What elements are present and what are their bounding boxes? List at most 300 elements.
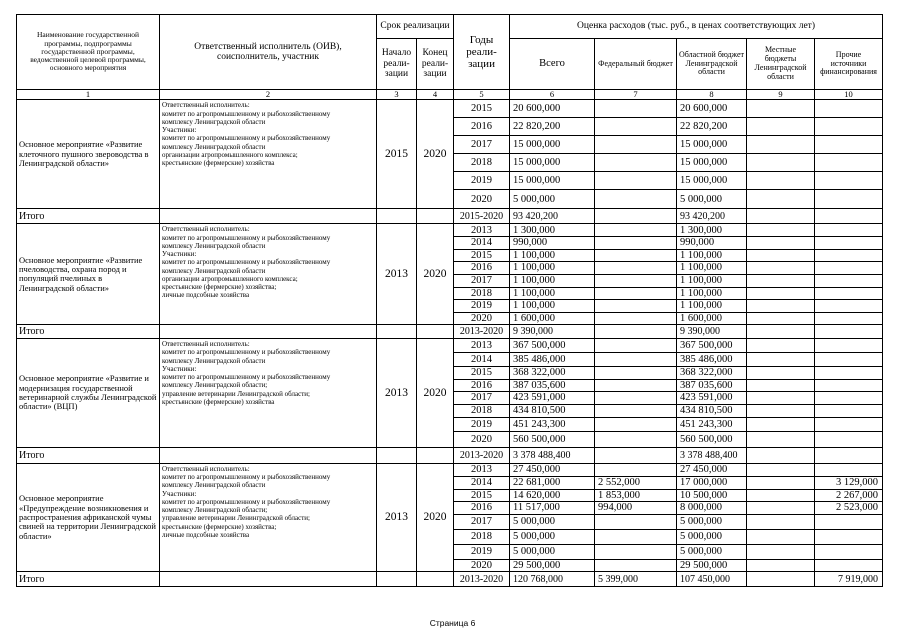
total-cell: 20 600,000 <box>510 100 595 118</box>
table-row <box>17 100 883 118</box>
executor-cell <box>160 224 377 325</box>
other-cell <box>815 237 883 250</box>
federal-cell <box>595 392 677 405</box>
federal-cell <box>595 274 677 287</box>
activity-name: Основное мероприятие «Развитие и модернизация государственной ветеринарной службы Ленинградской области» (ВЦП) <box>17 339 160 448</box>
year-cell: 2020 <box>454 312 510 325</box>
year-cell: 2015 <box>454 100 510 118</box>
other-cell <box>815 379 883 392</box>
federal-cell <box>595 404 677 417</box>
year-cell: 2017 <box>454 392 510 405</box>
total-cell: 5 000,000 <box>510 529 595 544</box>
regional-cell: 1 300,000 <box>677 224 747 237</box>
total-cell: 15 000,000 <box>510 136 595 154</box>
other-cell <box>815 559 883 572</box>
activity-name: Основное мероприятие «Развитие пчеловодства, охрана пород и популяций пчелиных в Ленинградской области» <box>17 224 160 325</box>
executor-line: комплексу Ленинградской области; <box>162 381 268 390</box>
federal-cell <box>595 249 677 262</box>
total-cell: 1 100,000 <box>510 287 595 300</box>
federal-cell <box>595 262 677 275</box>
column-number: 9 <box>747 90 815 100</box>
regional-cell: 20 600,000 <box>677 100 747 118</box>
local-cell <box>747 118 815 136</box>
other-cell <box>815 224 883 237</box>
total-local-cell <box>747 447 815 463</box>
other-cell <box>815 514 883 529</box>
page-number: Страница 6 <box>429 618 476 628</box>
executor-line: личные подсобные хозяйства <box>162 530 250 539</box>
federal-cell <box>595 529 677 544</box>
activity-name: Основное мероприятие «Развитие клеточного пушного звероводства в Ленинградской области» <box>17 100 160 209</box>
year-cell: 2014 <box>454 237 510 250</box>
total-cell: 15 000,000 <box>510 154 595 172</box>
regional-cell: 387 035,600 <box>677 379 747 392</box>
other-cell <box>815 274 883 287</box>
local-cell <box>747 559 815 572</box>
total-empty <box>377 572 417 587</box>
total-years: 2013-2020 <box>454 325 510 339</box>
executor-line: Ответственный исполнитель: <box>162 101 250 110</box>
total-empty <box>417 325 454 339</box>
federal-cell <box>595 300 677 313</box>
local-cell <box>747 392 815 405</box>
executor-line: комитет по агропромышленному и рыбохозяйственному <box>162 348 331 357</box>
executor-line: Ответственный исполнитель: <box>162 340 250 349</box>
local-cell <box>747 237 815 250</box>
other-cell <box>815 262 883 275</box>
total-cell: 990,000 <box>510 237 595 250</box>
document-page <box>16 14 882 587</box>
executor-line: Участники: <box>162 489 197 498</box>
local-cell <box>747 476 815 489</box>
executor-line: комплексу Ленинградской области <box>162 142 266 151</box>
column-number: 8 <box>677 90 747 100</box>
total-row <box>17 447 883 463</box>
executor-line: крестьянские (фермерские) хозяйства; <box>162 283 277 292</box>
other-cell <box>815 353 883 367</box>
total-federal-cell <box>595 447 677 463</box>
total-local-cell <box>747 325 815 339</box>
executor-cell <box>160 463 377 572</box>
executor-line: комитет по агропромышленному и рыбохозяйственному <box>162 233 331 242</box>
regional-cell: 5 000,000 <box>677 544 747 559</box>
federal-cell <box>595 190 677 209</box>
local-cell <box>747 249 815 262</box>
column-number: 3 <box>377 90 417 100</box>
total-regional-cell: 93 420,200 <box>677 209 747 224</box>
column-number: 1 <box>17 90 160 100</box>
total-cell: 29 500,000 <box>510 559 595 572</box>
federal-cell <box>595 417 677 431</box>
regional-cell: 17 000,000 <box>677 476 747 489</box>
header-costs: Оценка расходов (тыс. руб., в ценах соответствующих лет) <box>510 15 883 39</box>
federal-cell <box>595 463 677 476</box>
executor-line: комплексу Ленинградской области <box>162 356 266 365</box>
column-number: 10 <box>815 90 883 100</box>
federal-cell: 2 552,000 <box>595 476 677 489</box>
other-cell <box>815 529 883 544</box>
header-start: Начало реали-зации <box>377 39 417 90</box>
total-cell: 387 035,600 <box>510 379 595 392</box>
total-federal-cell <box>595 325 677 339</box>
executor-line: организации агропромышленного комплекса; <box>162 274 298 283</box>
total-label: Итого <box>17 447 160 463</box>
executor-line: комитет по агропромышленному и рыбохозяйственному <box>162 109 331 118</box>
local-cell <box>747 463 815 476</box>
total-cell: 5 000,000 <box>510 514 595 529</box>
federal-cell <box>595 514 677 529</box>
total-cell: 368 322,000 <box>510 367 595 380</box>
executor-line: комплексу Ленинградской области <box>162 481 266 490</box>
local-cell <box>747 431 815 447</box>
total-row <box>17 209 883 224</box>
executor-line: комплексу Ленинградской области <box>162 241 266 250</box>
local-cell <box>747 287 815 300</box>
total-empty <box>160 447 377 463</box>
year-cell: 2019 <box>454 300 510 313</box>
header-total: Всего <box>510 39 595 90</box>
federal-cell <box>595 367 677 380</box>
year-cell: 2013 <box>454 463 510 476</box>
regional-cell: 5 000,000 <box>677 190 747 209</box>
federal-cell <box>595 154 677 172</box>
federal-cell <box>595 544 677 559</box>
year-cell: 2015 <box>454 249 510 262</box>
other-cell <box>815 431 883 447</box>
local-cell <box>747 136 815 154</box>
local-cell <box>747 514 815 529</box>
local-cell <box>747 190 815 209</box>
other-cell <box>815 392 883 405</box>
total-cell: 1 100,000 <box>510 274 595 287</box>
executor-line: управление ветеринарии Ленинградской области; <box>162 514 310 523</box>
regional-cell: 15 000,000 <box>677 172 747 190</box>
executor-line: управление ветеринарии Ленинградской области; <box>162 389 310 398</box>
local-cell <box>747 417 815 431</box>
total-empty <box>160 209 377 224</box>
start-year: 2015 <box>377 100 417 209</box>
header-program-name: Наименование государственной программы, подпрограммы государственной программы, ведомственной целевой программы, основного мероприятия <box>17 15 160 90</box>
total-empty <box>417 447 454 463</box>
year-cell: 2017 <box>454 514 510 529</box>
other-cell: 2 523,000 <box>815 502 883 515</box>
column-number: 6 <box>510 90 595 100</box>
regional-cell: 1 100,000 <box>677 262 747 275</box>
total-total-cell: 9 390,000 <box>510 325 595 339</box>
total-cell: 5 000,000 <box>510 544 595 559</box>
activity-name: Основное мероприятие «Предупреждение возникновения и распространения африканской чумы свиней на территории Ленинградской области» <box>17 463 160 572</box>
regional-cell: 8 000,000 <box>677 502 747 515</box>
regional-cell: 27 450,000 <box>677 463 747 476</box>
other-cell <box>815 339 883 353</box>
year-cell: 2015 <box>454 367 510 380</box>
other-cell <box>815 287 883 300</box>
header-years: Годы реали-зации <box>454 15 510 90</box>
year-cell: 2016 <box>454 379 510 392</box>
year-cell: 2018 <box>454 287 510 300</box>
regional-cell: 560 500,000 <box>677 431 747 447</box>
total-cell: 11 517,000 <box>510 502 595 515</box>
federal-cell <box>595 237 677 250</box>
executor-line: крестьянские (фермерские) хозяйства; <box>162 522 277 531</box>
local-cell <box>747 262 815 275</box>
total-cell: 434 810,500 <box>510 404 595 417</box>
other-cell <box>815 300 883 313</box>
local-cell <box>747 300 815 313</box>
local-cell <box>747 274 815 287</box>
local-cell <box>747 529 815 544</box>
year-cell: 2014 <box>454 353 510 367</box>
year-cell: 2015 <box>454 489 510 502</box>
total-other-cell <box>815 325 883 339</box>
executor-line: комплексу Ленинградской области <box>162 117 266 126</box>
total-years: 2015-2020 <box>454 209 510 224</box>
total-cell: 5 000,000 <box>510 190 595 209</box>
federal-cell <box>595 118 677 136</box>
start-year: 2013 <box>377 463 417 572</box>
regional-cell: 22 820,200 <box>677 118 747 136</box>
regional-cell: 423 591,000 <box>677 392 747 405</box>
total-empty <box>160 325 377 339</box>
total-cell: 423 591,000 <box>510 392 595 405</box>
total-cell: 14 620,000 <box>510 489 595 502</box>
total-label: Итого <box>17 572 160 587</box>
total-cell: 385 486,000 <box>510 353 595 367</box>
expenditure-table <box>16 14 883 587</box>
federal-cell <box>595 136 677 154</box>
total-row <box>17 325 883 339</box>
total-total-cell: 93 420,200 <box>510 209 595 224</box>
regional-cell: 5 000,000 <box>677 514 747 529</box>
year-cell: 2016 <box>454 502 510 515</box>
executor-line: Ответственный исполнитель: <box>162 464 250 473</box>
federal-cell <box>595 339 677 353</box>
table-row <box>17 224 883 237</box>
total-regional-cell: 9 390,000 <box>677 325 747 339</box>
year-cell: 2020 <box>454 559 510 572</box>
other-cell <box>815 118 883 136</box>
total-empty <box>417 209 454 224</box>
end-year: 2020 <box>417 224 454 325</box>
executor-line: Участники: <box>162 126 197 135</box>
other-cell <box>815 463 883 476</box>
federal-cell <box>595 312 677 325</box>
executor-line: крестьянские (фермерские) хозяйства <box>162 159 275 168</box>
header-other: Прочие источники финансирования <box>815 39 883 90</box>
regional-cell: 15 000,000 <box>677 136 747 154</box>
local-cell <box>747 544 815 559</box>
header-period: Срок реализации <box>377 15 454 39</box>
column-number: 7 <box>595 90 677 100</box>
executor-line: Участники: <box>162 364 197 373</box>
local-cell <box>747 379 815 392</box>
federal-cell: 994,000 <box>595 502 677 515</box>
year-cell: 2013 <box>454 339 510 353</box>
total-empty <box>377 447 417 463</box>
year-cell: 2018 <box>454 529 510 544</box>
local-cell <box>747 353 815 367</box>
total-regional-cell: 3 378 488,400 <box>677 447 747 463</box>
executor-line: комитет по агропромышленному и рыбохозяйственному <box>162 473 331 482</box>
total-cell: 451 243,300 <box>510 417 595 431</box>
other-cell <box>815 154 883 172</box>
total-cell: 1 100,000 <box>510 262 595 275</box>
local-cell <box>747 404 815 417</box>
total-other-cell <box>815 209 883 224</box>
total-cell: 1 300,000 <box>510 224 595 237</box>
start-year: 2013 <box>377 339 417 448</box>
year-cell: 2014 <box>454 476 510 489</box>
federal-cell <box>595 287 677 300</box>
regional-cell: 1 100,000 <box>677 249 747 262</box>
total-cell: 22 820,200 <box>510 118 595 136</box>
total-empty <box>377 209 417 224</box>
total-cell: 560 500,000 <box>510 431 595 447</box>
federal-cell <box>595 172 677 190</box>
regional-cell: 434 810,500 <box>677 404 747 417</box>
total-empty <box>417 572 454 587</box>
regional-cell: 368 322,000 <box>677 367 747 380</box>
total-label: Итого <box>17 209 160 224</box>
local-cell <box>747 100 815 118</box>
table-row <box>17 463 883 476</box>
end-year: 2020 <box>417 100 454 209</box>
year-cell: 2013 <box>454 224 510 237</box>
other-cell: 2 267,000 <box>815 489 883 502</box>
executor-line: крестьянские (фермерские) хозяйства <box>162 397 275 406</box>
regional-cell: 385 486,000 <box>677 353 747 367</box>
federal-cell <box>595 224 677 237</box>
year-cell: 2017 <box>454 274 510 287</box>
column-number: 5 <box>454 90 510 100</box>
total-local-cell <box>747 209 815 224</box>
other-cell <box>815 367 883 380</box>
total-local-cell <box>747 572 815 587</box>
executor-line: комитет по агропромышленному и рыбохозяйственному <box>162 497 331 506</box>
total-cell: 22 681,000 <box>510 476 595 489</box>
executor-line: личные подсобные хозяйства <box>162 291 250 300</box>
year-cell: 2017 <box>454 136 510 154</box>
end-year: 2020 <box>417 339 454 448</box>
regional-cell: 451 243,300 <box>677 417 747 431</box>
year-cell: 2019 <box>454 417 510 431</box>
regional-cell: 367 500,000 <box>677 339 747 353</box>
federal-cell: 1 853,000 <box>595 489 677 502</box>
other-cell <box>815 100 883 118</box>
other-cell <box>815 544 883 559</box>
local-cell <box>747 502 815 515</box>
federal-cell <box>595 353 677 367</box>
local-cell <box>747 154 815 172</box>
local-cell <box>747 339 815 353</box>
total-other-cell: 7 919,000 <box>815 572 883 587</box>
local-cell <box>747 312 815 325</box>
column-numbers-row <box>17 90 883 100</box>
executor-line: организации агропромышленного комплекса; <box>162 150 298 159</box>
total-label: Итого <box>17 325 160 339</box>
year-cell: 2019 <box>454 544 510 559</box>
total-cell: 367 500,000 <box>510 339 595 353</box>
regional-cell: 10 500,000 <box>677 489 747 502</box>
header-executor: Ответственный исполнитель (ОИВ), соисполнитель, участник <box>160 15 377 90</box>
end-year: 2020 <box>417 463 454 572</box>
executor-line: комитет по агропромышленному и рыбохозяйственному <box>162 373 331 382</box>
header-federal: Федеральный бюджет <box>595 39 677 90</box>
total-years: 2013-2020 <box>454 447 510 463</box>
table-row <box>17 339 883 353</box>
header-local: Местные бюджеты Ленинградской области <box>747 39 815 90</box>
header-regional: Областной бюджет Ленинградской области <box>677 39 747 90</box>
other-cell: 3 129,000 <box>815 476 883 489</box>
total-empty <box>160 572 377 587</box>
year-cell: 2020 <box>454 431 510 447</box>
total-regional-cell: 107 450,000 <box>677 572 747 587</box>
local-cell <box>747 489 815 502</box>
executor-cell <box>160 339 377 448</box>
total-empty <box>377 325 417 339</box>
executor-line: Участники: <box>162 250 197 259</box>
local-cell <box>747 224 815 237</box>
other-cell <box>815 136 883 154</box>
federal-cell <box>595 431 677 447</box>
executor-line: комплексу Ленинградской области; <box>162 506 268 515</box>
regional-cell: 15 000,000 <box>677 154 747 172</box>
column-number: 4 <box>417 90 454 100</box>
executor-cell <box>160 100 377 209</box>
total-cell: 15 000,000 <box>510 172 595 190</box>
other-cell <box>815 404 883 417</box>
total-federal-cell <box>595 209 677 224</box>
total-cell: 27 450,000 <box>510 463 595 476</box>
regional-cell: 1 600,000 <box>677 312 747 325</box>
total-row <box>17 572 883 587</box>
other-cell <box>815 190 883 209</box>
executor-line: Ответственный исполнитель: <box>162 225 250 234</box>
total-total-cell: 120 768,000 <box>510 572 595 587</box>
federal-cell <box>595 379 677 392</box>
header-end: Конец реали-зации <box>417 39 454 90</box>
year-cell: 2018 <box>454 404 510 417</box>
executor-line: комплексу Ленинградской области <box>162 266 266 275</box>
column-number: 2 <box>160 90 377 100</box>
regional-cell: 29 500,000 <box>677 559 747 572</box>
executor-line: комитет по агропромышленному и рыбохозяйственному <box>162 258 331 267</box>
year-cell: 2020 <box>454 190 510 209</box>
year-cell: 2019 <box>454 172 510 190</box>
other-cell <box>815 417 883 431</box>
regional-cell: 1 100,000 <box>677 274 747 287</box>
federal-cell <box>595 100 677 118</box>
total-other-cell <box>815 447 883 463</box>
other-cell <box>815 172 883 190</box>
total-cell: 1 600,000 <box>510 312 595 325</box>
year-cell: 2016 <box>454 262 510 275</box>
regional-cell: 1 100,000 <box>677 300 747 313</box>
total-federal-cell: 5 399,000 <box>595 572 677 587</box>
start-year: 2013 <box>377 224 417 325</box>
local-cell <box>747 172 815 190</box>
total-years: 2013-2020 <box>454 572 510 587</box>
other-cell <box>815 312 883 325</box>
year-cell: 2016 <box>454 118 510 136</box>
local-cell <box>747 367 815 380</box>
regional-cell: 990,000 <box>677 237 747 250</box>
regional-cell: 5 000,000 <box>677 529 747 544</box>
executor-line: комитет по агропромышленному и рыбохозяйственному <box>162 134 331 143</box>
total-cell: 1 100,000 <box>510 300 595 313</box>
federal-cell <box>595 559 677 572</box>
other-cell <box>815 249 883 262</box>
